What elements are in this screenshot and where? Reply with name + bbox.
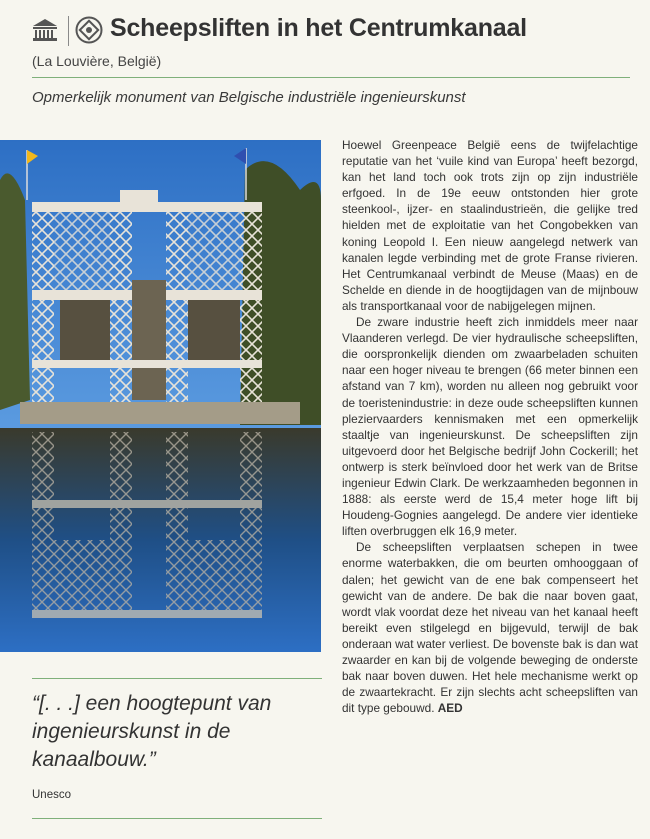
paragraph	[342, 539, 638, 716]
divider	[32, 818, 322, 819]
article-body	[342, 137, 638, 716]
boat-lift-photo	[0, 140, 321, 652]
divider	[32, 678, 322, 679]
subtitle: Opmerkelijk monument van Belgische industriële ingenieurskunst	[32, 89, 466, 106]
paragraph: De zware industrie heeft zich inmiddels meer naar Vlaanderen verlegd. De vier hydraulische scheepsliften, die oorspronkelijk dienden om zwaarbeladen schuiten naar een hoger niveau te brengen (66 meter binnen een afstand van 7 km), worden nu alleen nog gebruikt voor de toeristenindustrie: in deze oude scheepsliften kunnen pleziervaarders kennismaken met een opmerkelijk staaltje van ingenieurskunst. De scheepsliften zijn uitgevoerd door het Belgische bedrijf John Cockerill; het ontwerp is sterk beïnvloed door het werk van de Britse ingenieur Edwin Clark. De werkzaamheden begonnen in 1888: als eerste werd de 15,4 meter hoge lift bij Houdeng-Gognies aangelegd. De andere vier identieke liften overbruggen elk 16,9 meter.	[342, 315, 638, 539]
author-initials: AED	[437, 701, 463, 716]
paragraph: Hoewel Greenpeace België eens de twijfelachtige reputatie van het ‘vuile kind van Europa’ heeft bezorgd, kan het land toch ook trots zijn op zijn industriële erfgoed. In de 19e eeuw ontstonden hier grote steenkool-, ijzer- en staalindustrieën, die gelijke tred hielden met de exploitatie van het Congobekken van koning Leopold I. Een nieuw aangelegd netwerk van kanalen legde verbinding met de grote Franse rivieren. Het Centrumkanaal verbindt de Meuse (Maas) en de Schelde en diende in de hoogtijdagen van de mijnbouw als transportkanaal voor de nabijgelegen mijnen.	[342, 138, 638, 313]
quote-source: Unesco	[32, 789, 71, 801]
location-label: (La Louvière, België)	[32, 53, 162, 69]
logo-divider	[68, 16, 69, 46]
header	[32, 10, 640, 50]
paragraph-text: De scheepsliften verplaatsen schepen in twee enorme waterbakken, die om beurten omhooggaan of dalen; het gewicht van de ene bak compenseert het gewicht van de andere. De bak die naar boven gaat, wordt vlak voordat deze het niveau van het kanaal heeft bereikt even stilgelegd en bijgevuld, terwijl de bak onderaan wat water verliest. De bovenste bak is dan wat zwaarder en kan bij de volgende beweging de onderste bak naar boven duwen. Het hele mechanisme werkt op de zwaartekracht. Er zijn slechts acht scheepsliften van dit type gebouwd.	[342, 540, 638, 716]
unesco-temple-icon	[32, 18, 58, 42]
page-title: Scheepsliften in het Centrumkanaal	[110, 14, 527, 42]
world-heritage-emblem-icon	[75, 16, 103, 44]
divider	[32, 77, 630, 78]
pull-quote: “[. . .] een hoogtepunt van ingenieurskunst in de kanaalbouw.”	[32, 692, 272, 771]
